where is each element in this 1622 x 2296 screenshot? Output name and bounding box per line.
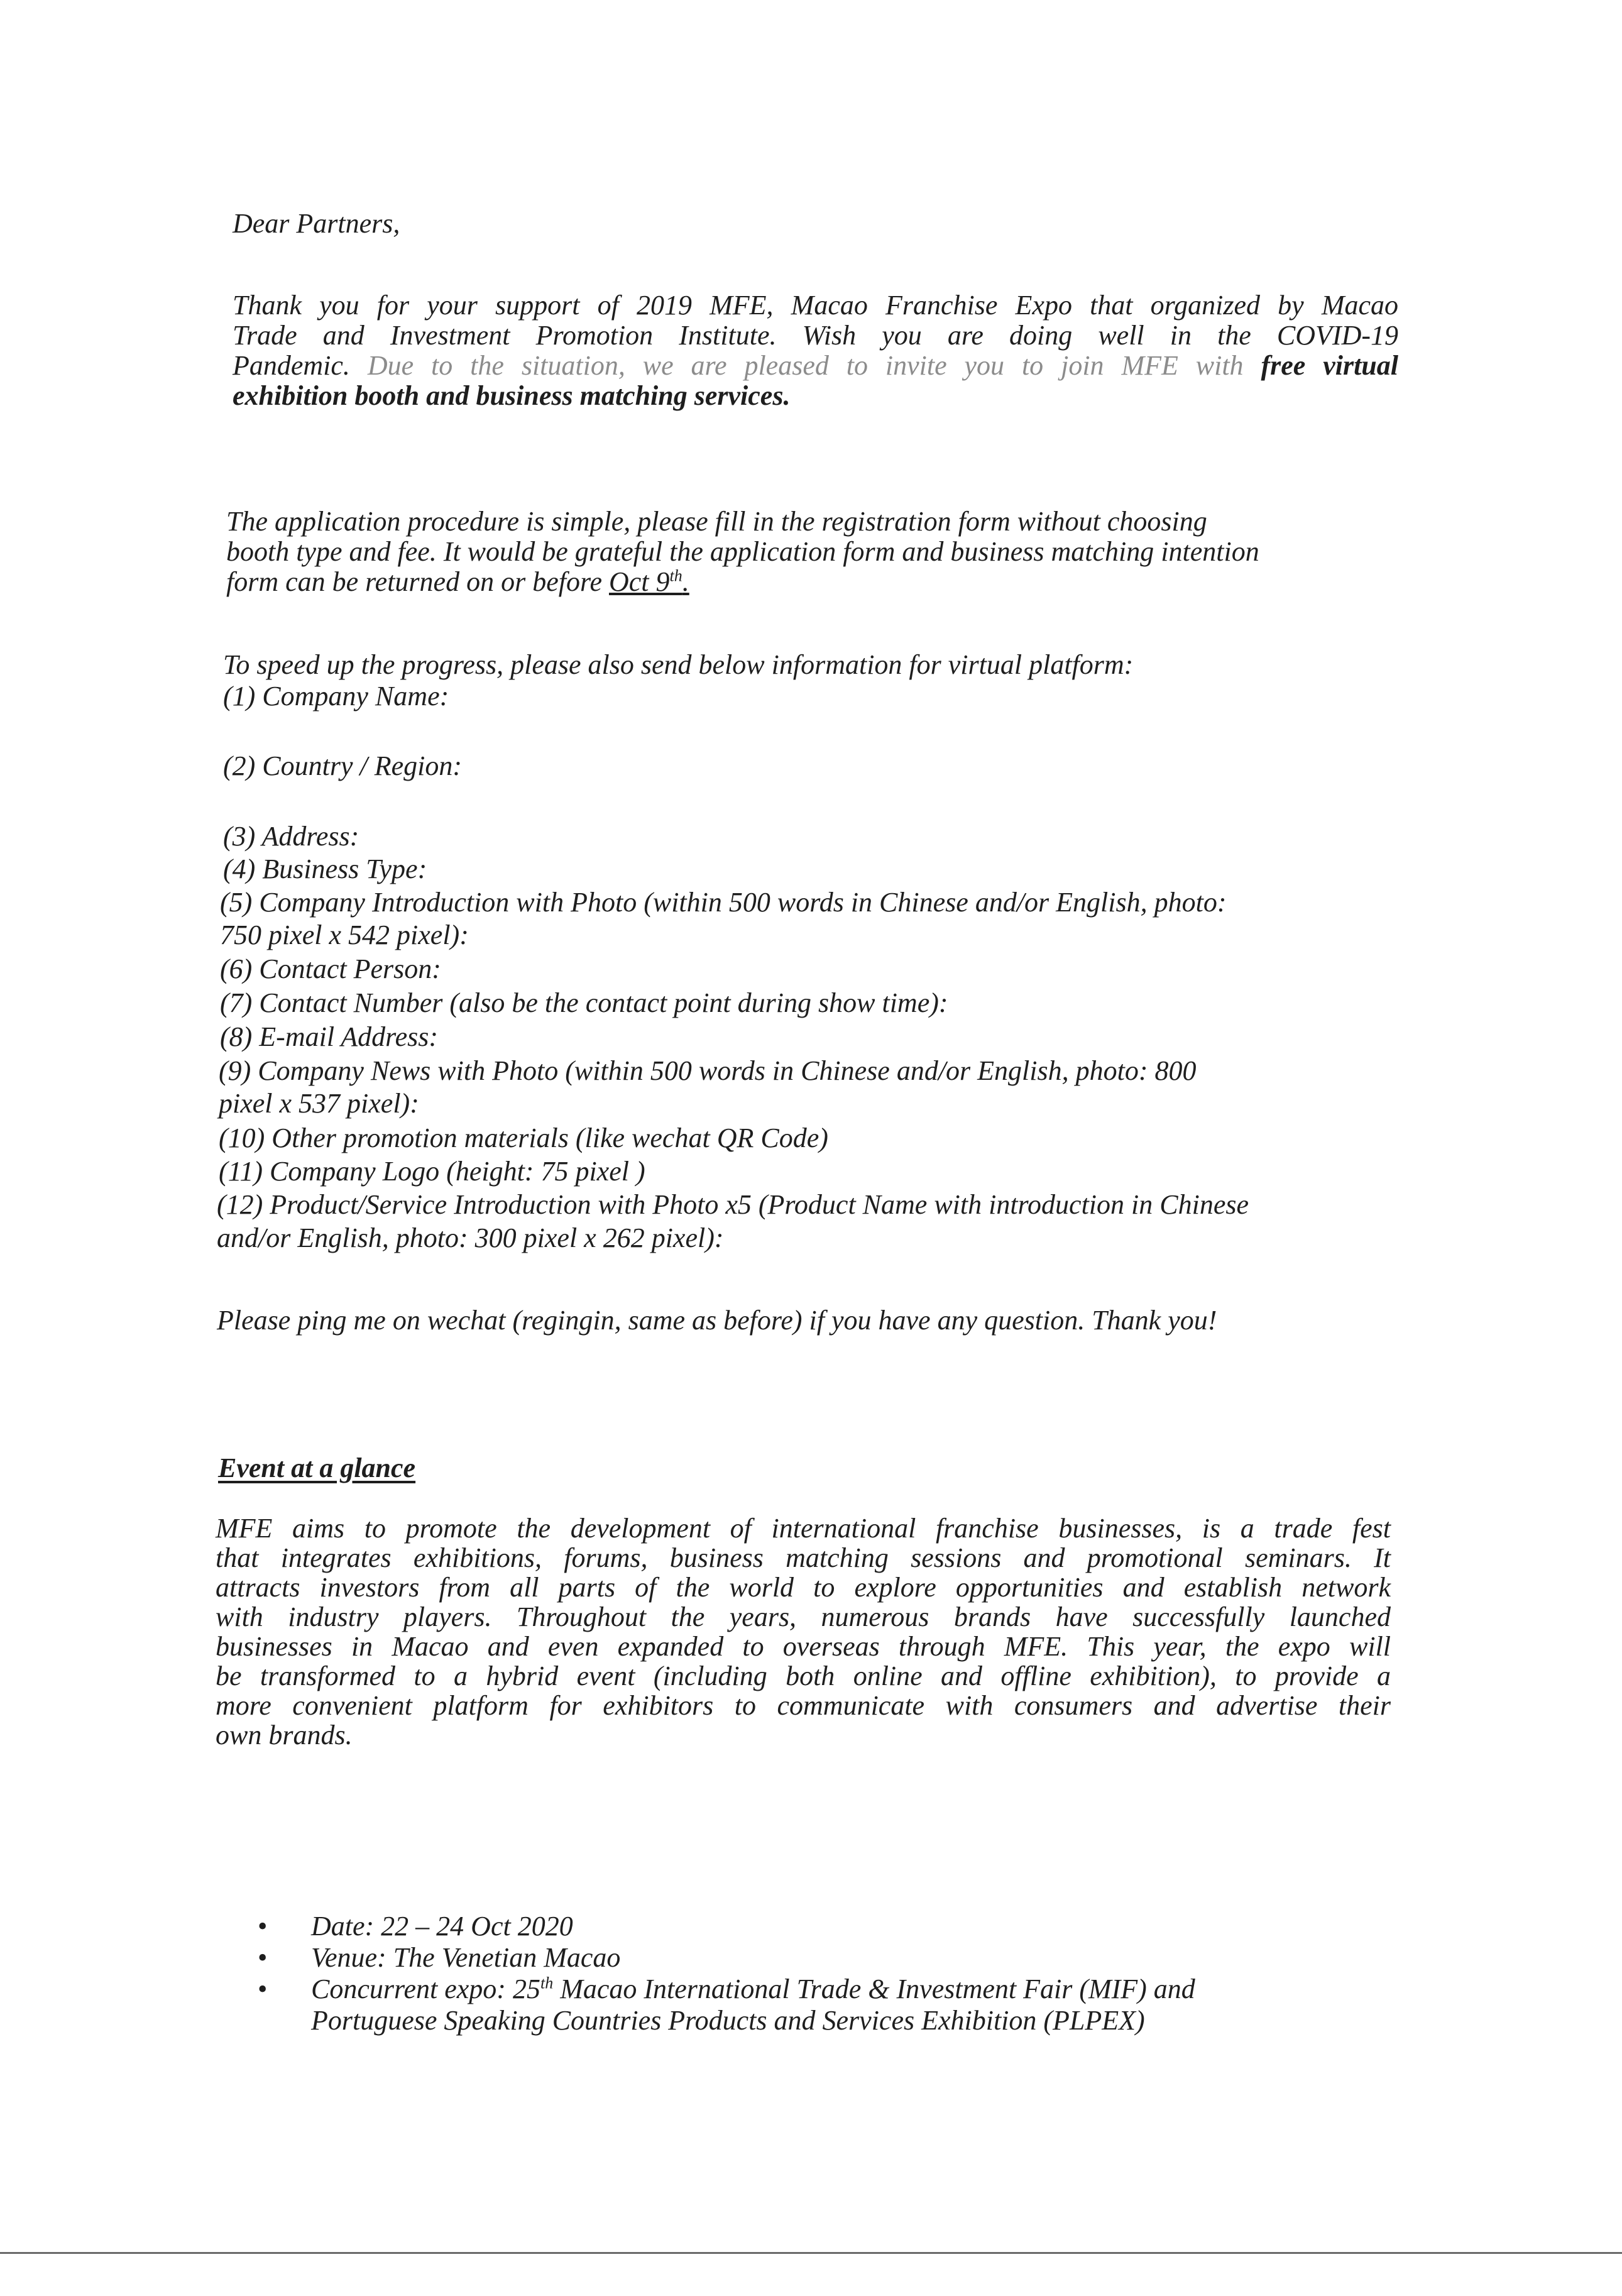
intro-line-2: Trade and Investment Promotion Institute. Wish you are doing well in the COVID-19 [233, 320, 1398, 351]
info-item-12: (12) Product/Service Introduction with Photo x5 (Product Name with introduction in Chinese [217, 1189, 1249, 1220]
intro-line-3 [233, 351, 1398, 381]
event-facts-list [251, 1911, 1195, 2036]
concurrent-line-2: Portuguese Speaking Countries Products and Services Exhibition (PLPEX) [311, 2005, 1145, 2036]
closing-line: Please ping me on wechat (regingin, same as before) if you have any question. Thank you! [217, 1305, 1217, 1336]
info-item-8: (8) E-mail Address: [220, 1021, 439, 1052]
intro-line-3-bold: free virtual [1261, 350, 1398, 381]
event-heading: Event at a glance [218, 1453, 416, 1483]
info-item-2: (2) Country / Region: [223, 750, 463, 781]
info-item-5: (5) Company Introduction with Photo (within 500 words in Chinese and/or English, photo: [220, 887, 1227, 918]
procedure-paragraph [226, 507, 1398, 597]
event-desc-line-3: attracts investors from all parts of the world to explore opportunities and establish network [216, 1572, 1391, 1603]
event-desc-line-1: MFE aims to promote the development of international franchise businesses, is a trade fest [216, 1513, 1391, 1544]
event-description [216, 1513, 1391, 1750]
event-date-text: Date: 22 – 24 Oct 2020 [311, 1911, 573, 1942]
event-desc-line-8: own brands. [216, 1720, 353, 1750]
info-item-9: (9) Company News with Photo (within 500 words in Chinese and/or English, photo: 800 [219, 1055, 1197, 1086]
info-item-3: (3) Address: [223, 821, 359, 852]
info-item-10: (10) Other promotion materials (like wechat QR Code) [219, 1123, 828, 1153]
bottom-rule [0, 2252, 1622, 2254]
info-item-6: (6) Contact Person: [220, 953, 441, 984]
event-venue-text: Venue: The Venetian Macao [311, 1942, 621, 1973]
salutation-text: Dear Partners, [233, 208, 400, 239]
event-venue [251, 1942, 1195, 1974]
intro-line-3-start: Pandemic. [233, 350, 350, 381]
deadline-date [609, 566, 689, 597]
intro-line-1: Thank you for your support of 2019 MFE, Macao Franchise Expo that organized by Macao [233, 290, 1398, 321]
event-desc-line-4: with industry players. Throughout the years, numerous brands have successfully launched [216, 1601, 1391, 1632]
event-desc-line-2: that integrates exhibitions, forums, business matching sessions and promotional seminars. It [216, 1542, 1391, 1573]
deadline-sup: th [669, 566, 682, 585]
event-desc-line-7: more convenient platform for exhibitors to communicate with consumers and advertise their [216, 1690, 1391, 1721]
info-item-4: (4) Business Type: [223, 854, 427, 884]
concurrent-sup: th [540, 1974, 554, 1992]
event-desc-line-5: businesses in Macao and even expanded to overseas through MFE. This year, the expo will [216, 1631, 1391, 1662]
procedure-line-1: The application procedure is simple, please fill in the registration form without choosing [226, 506, 1207, 537]
salutation [233, 209, 400, 239]
event-desc-line-6: be transformed to a hybrid event (including both online and offline exhibition), to provide a [216, 1661, 1391, 1691]
info-item-5-cont: 750 pixel x 542 pixel): [220, 920, 469, 950]
deadline-day: Oct 9 [608, 566, 670, 597]
deadline-end: . [682, 566, 689, 597]
concurrent-prefix: Concurrent expo: 25 [311, 1974, 540, 2004]
procedure-line-2: booth type and fee. It would be grateful the application form and business matching intention [226, 536, 1259, 567]
procedure-line-3-text: form can be returned on or before [226, 566, 602, 597]
info-item-9-cont: pixel x 537 pixel): [219, 1088, 419, 1119]
info-item-11: (11) Company Logo (height: 75 pixel ) [219, 1156, 645, 1187]
intro-paragraph [233, 290, 1398, 411]
procedure-line-3 [226, 567, 1398, 597]
info-item-7: (7) Contact Number (also be the contact point during show time): [220, 987, 948, 1018]
intro-line-4: exhibition booth and business matching services. [233, 380, 791, 411]
concurrent-rest: Macao International Trade & Investment Fair (MIF) and [560, 1974, 1195, 2004]
info-item-12-cont: and/or English, photo: 300 pixel x 262 pixel): [217, 1222, 724, 1253]
info-request-intro: To speed up the progress, please also send below information for virtual platform: [223, 649, 1134, 680]
event-concurrent [251, 1974, 1195, 2036]
event-date [251, 1911, 1195, 1942]
intro-line-3-gray: Due to the situation, we are pleased to invite you to join MFE with [367, 350, 1244, 381]
info-item-1: (1) Company Name: [223, 681, 449, 711]
